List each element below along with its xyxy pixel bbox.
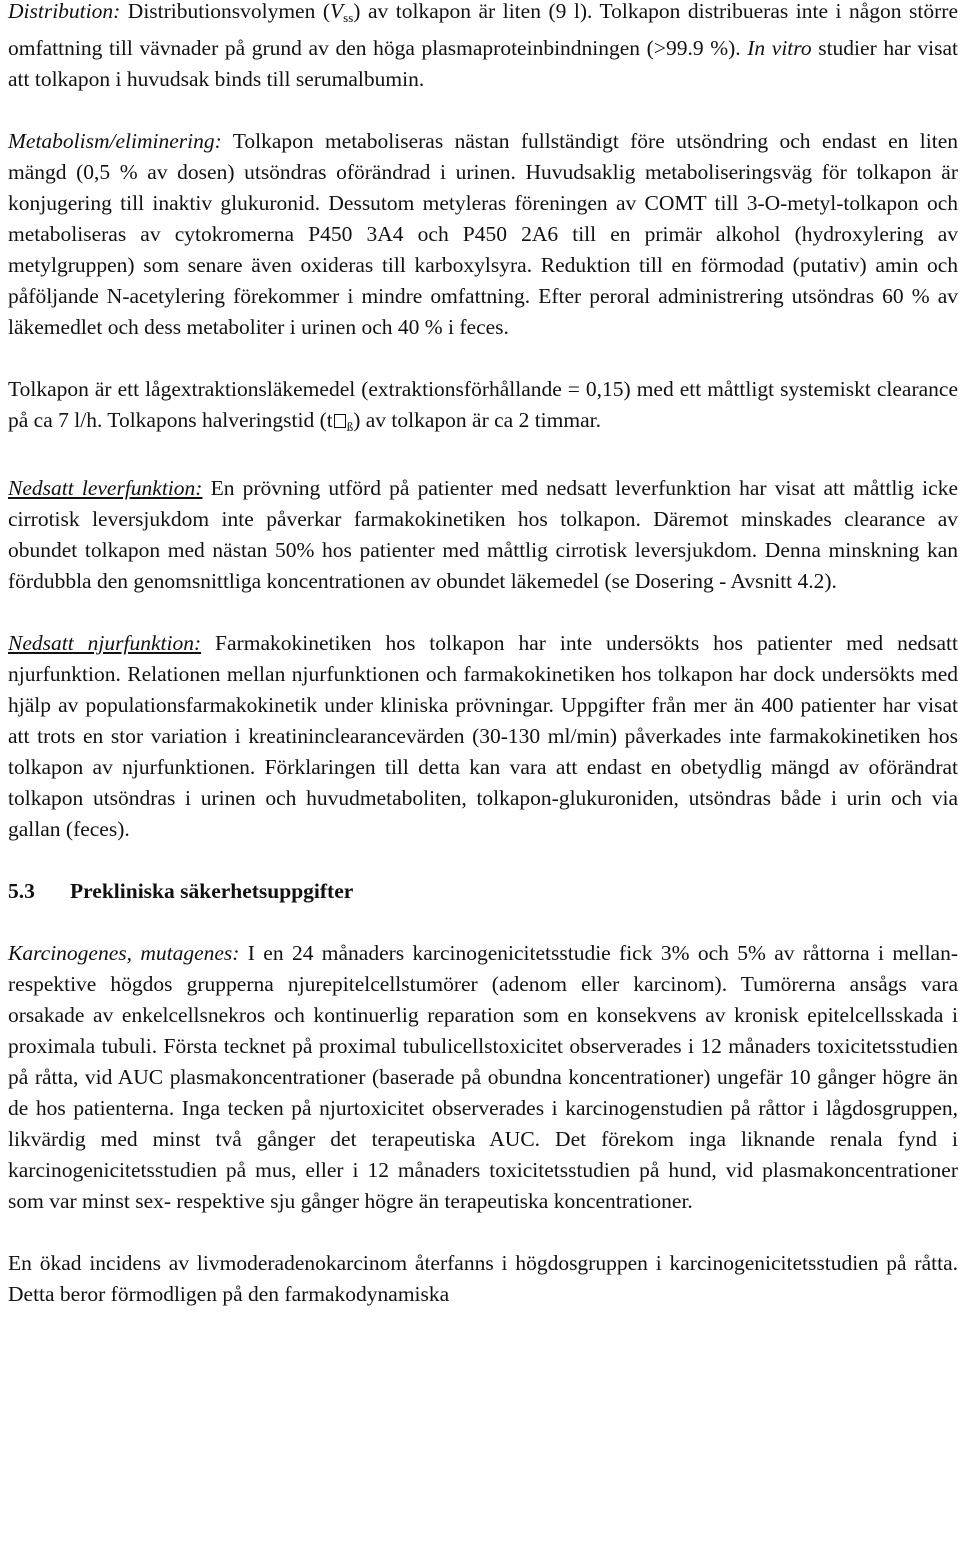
label-kidney: Nedsatt njurfunktion: <box>8 631 202 655</box>
label-distribution: Distribution: <box>8 0 121 23</box>
paragraph-metabolism <box>8 126 958 343</box>
missing-glyph-box <box>334 414 346 428</box>
volume-variable: V <box>330 0 344 23</box>
liver-text: En prövning utförd på patienter med nedsatt leverfunktion har visat att måttlig icke cirrotisk leversjukdom inte påverkar farmakokinetiken hos tolkapon. Däremot minskades clearance av obundet tolkapon med nästan 50% hos patienter med måttlig cirrotisk leversjukdom. Denna minskning kan fördubbla den genomsnittliga koncentrationen av obundet läkemedel (se Dosering - Avsnitt 4.2). <box>8 476 958 593</box>
carcinogenesis-text: I en 24 månaders karcinogenicitetsstudie fick 3% och 5% av råttorna i mellan- respektive högdos grupperna njurepitelcellstumörer (adenom eller karcinom). Tumörerna ansågs vara orsakade av enkelcellsnekros och kontinuerlig reparation som en konsekvens av kronisk epitelcellsskada i proximala tubuli. Första tecknet på proximal tubulicellstoxicitet observerades i 12 månaders toxicitetsstudien på råtta, vid AUC plasmakoncentrationer (baserade på obundna koncentrationer) ungefär 10 gånger högre än de hos patienterna. Inga tecken på njurtoxicitet observerades i karcinogenstudien på råttor i lågdosgruppen, likvärdig med minst två gånger det terapeutiska AUC. Det förekom inga liknande renala fynd i karcinogenicitetsstudien på mus, eller i 12 månaders toxicitetsstudien på hund, vid plasmakoncentrationer som var minst sex- respektive sju gånger högre än terapeutiska koncentrationer. <box>8 941 958 1213</box>
paragraph-kidney <box>8 628 958 845</box>
section-number: 5.3 <box>8 879 35 903</box>
half-life-subscript: ß <box>346 419 354 434</box>
paragraph-clearance <box>8 374 958 442</box>
paragraph-liver <box>8 473 958 597</box>
in-vitro-term: In vitro <box>747 36 812 60</box>
paragraph-last <box>8 1248 958 1310</box>
distribution-text-3: studier har visat att tolkapon i huvudsak binds till serumalbumin. <box>8 36 959 91</box>
label-liver: Nedsatt leverfunktion: <box>8 476 203 500</box>
volume-subscript: ss <box>343 10 354 25</box>
kidney-text: Farmakokinetiken hos tolkapon har inte undersökts hos patienter med nedsatt njurfunktion. Relationen mellan njurfunktionen och farmakokinetiken hos tolkapon har dock undersökts med hjälp av populationsfarmakokinetik under kliniska prövningar. Uppgifter från mer än 400 patienter har visat att trots en stor variation i kreatininclearancevärden (30-130 ml/min) påverkades inte farmakokinetiken hos tolkapon av njurfunktionen. Förklaringen till detta kan vara att endast en obetydlig mängd av oförändrat tolkapon utsöndras i urinen och huvudmetaboliten, tolkapon-glukuroniden, utsöndras både i urin och via gallan (feces). <box>8 631 958 841</box>
metabolism-text: Tolkapon metaboliseras nästan fullständigt före utsöndring och endast en liten mängd (0,5 % av dosen) utsöndras oförändrad i urinen. Huvudsaklig metaboliseringsväg för tolkapon är konjugering till inaktiv glukuronid. Dessutom metyleras föreningen av COMT till 3-O-metyl-tolkapon och metaboliseras av cytokromerna P450 3A4 och P450 2A6 till en primär alkohol (hydroxylering av metylgruppen) som senare även oxideras till karboxylsyra. Reduktion till en förmodad (putativ) amin och påföljande N-acetylering förekommer i mindre omfattning. Efter peroral administrering utsöndras 60 % av läkemedlet och dess metaboliter i urinen och 40 % i feces. <box>8 129 958 339</box>
clearance-text-2: ) av tolkapon är ca 2 timmar. <box>353 408 601 432</box>
last-text: En ökad incidens av livmoderadenokarcinom återfanns i högdosgruppen i karcinogenicitetsstudien på råtta. Detta beror förmodligen på den farmakodynamiska <box>8 1251 958 1306</box>
paragraph-distribution <box>8 0 958 95</box>
document-page <box>8 0 958 1341</box>
distribution-text-1: Distributionsvolymen ( <box>120 0 331 23</box>
label-carcinogenesis: Karcinogenes, mutagenes: <box>8 941 240 965</box>
section-title: Prekliniska säkerhetsuppgifter <box>70 879 354 903</box>
paragraph-carcinogenesis <box>8 938 958 1217</box>
section-heading <box>8 876 958 907</box>
distribution-text-2: ) av tolkapon är liten (9 l). Tolkapon distribueras inte i någon större omfattning till vävnader på grund av den höga plasmaproteinbindningen (>99.9 %). <box>8 0 958 60</box>
label-metabolism: Metabolism/eliminering: <box>8 129 222 153</box>
clearance-text-1: Tolkapon är ett lågextraktionsläkemedel (extraktionsförhållande = 0,15) med ett måttligt systemiskt clearance på ca 7 l/h. Tolkapons halveringstid (t <box>8 377 958 432</box>
